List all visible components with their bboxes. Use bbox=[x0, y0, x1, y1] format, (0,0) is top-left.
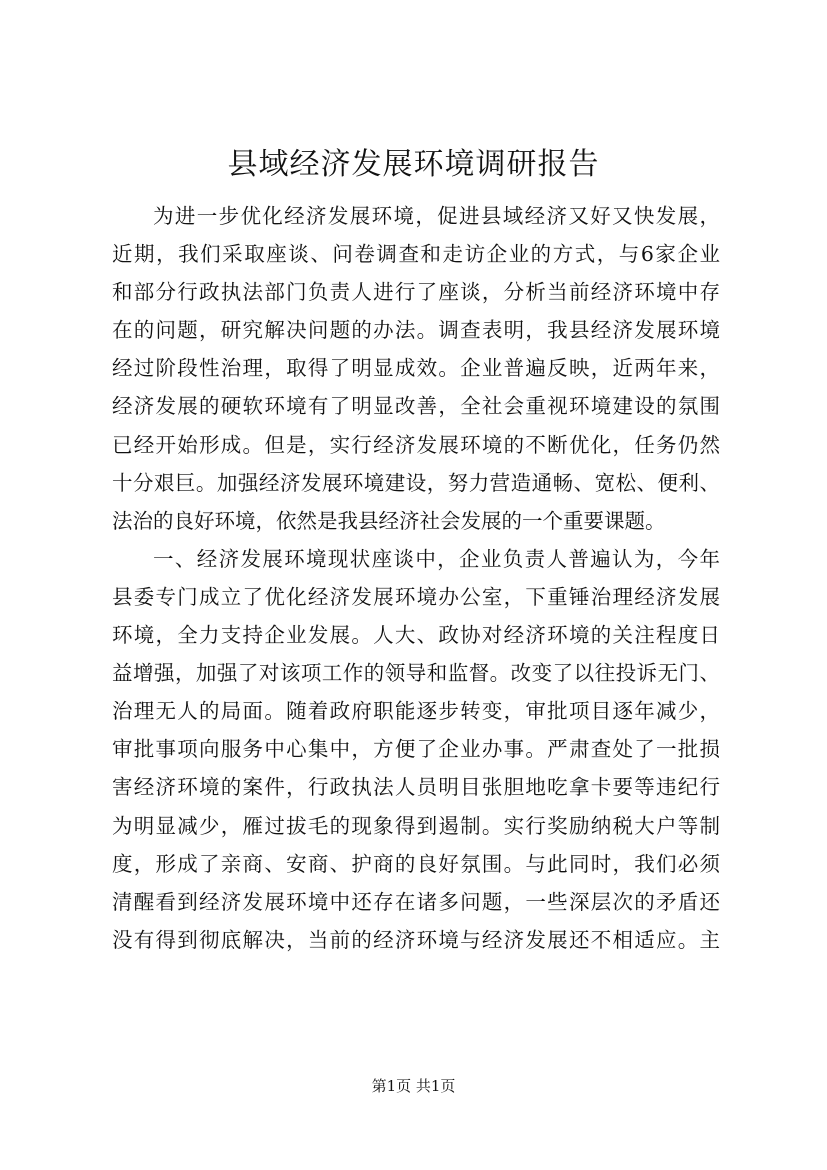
paragraph-1-line: 近期，我们采取座谈、问卷调查和走访企业的方式，与6家企业 bbox=[112, 242, 720, 267]
paragraph-1-line: 和部分行政执法部门负责人进行了座谈，分析当前经济环境中存 bbox=[112, 280, 720, 305]
paragraph-2-line: 度，形成了亲商、安商、护商的良好氛围。与此同时，我们必须 bbox=[112, 851, 720, 876]
paragraph-1-line: 法治的良好环境，依然是我县经济社会发展的一个重要课题。 bbox=[112, 508, 666, 533]
paragraph-1-line: 十分艰巨。加强经济发展环境建设，努力营造通畅、宽松、便利、 bbox=[112, 470, 720, 495]
paragraph-2-line: 一、经济发展环境现状座谈中，企业负责人普遍认为，今年 bbox=[153, 546, 720, 571]
paragraph-1-line: 经过阶段性治理，取得了明显成效。企业普遍反映，近两年来， bbox=[112, 356, 720, 381]
document-body bbox=[112, 197, 720, 959]
paragraph-2-line: 治理无人的局面。随着政府职能逐步转变，审批项目逐年减少， bbox=[112, 699, 720, 724]
paragraph-2-line: 没有得到彻底解决，当前的经济环境与经济发展还不相适应。主 bbox=[112, 927, 720, 952]
document-title: 县域经济发展环境调研报告 bbox=[227, 147, 600, 182]
paragraph-2-line: 益增强，加强了对该项工作的领导和监督。改变了以往投诉无门、 bbox=[112, 661, 720, 686]
paragraph-2-line: 审批事项向服务中心集中，方便了企业办事。严肃查处了一批损 bbox=[112, 737, 720, 762]
paragraph-2-line: 害经济环境的案件，行政执法人员明目张胆地吃拿卡要等违纪行 bbox=[112, 775, 720, 800]
paragraph-2-line: 县委专门成立了优化经济发展环境办公室，下重锤治理经济发展 bbox=[112, 584, 720, 609]
paragraph-1-line: 在的问题，研究解决问题的办法。调查表明，我县经济发展环境 bbox=[112, 318, 720, 343]
paragraph-1-line: 为进一步优化经济发展环境，促进县域经济又好又快发展， bbox=[153, 204, 720, 228]
paragraph-1-line: 经济发展的硬软环境有了明显改善，全社会重视环境建设的氛围 bbox=[112, 394, 720, 419]
paragraph-2-line: 为明显减少，雁过拔毛的现象得到遏制。实行奖励纳税大户等制 bbox=[112, 813, 720, 838]
page-number-footer: 第1页 共1页 bbox=[371, 1077, 456, 1095]
paragraph-2-line: 清醒看到经济发展环境中还存在诸多问题，一些深层次的矛盾还 bbox=[112, 889, 720, 914]
paragraph-2-line: 环境，全力支持企业发展。人大、政协对经济环境的关注程度日 bbox=[112, 623, 720, 648]
paragraph-1-line: 已经开始形成。但是，实行经济发展环境的不断优化，任务仍然 bbox=[112, 432, 720, 457]
